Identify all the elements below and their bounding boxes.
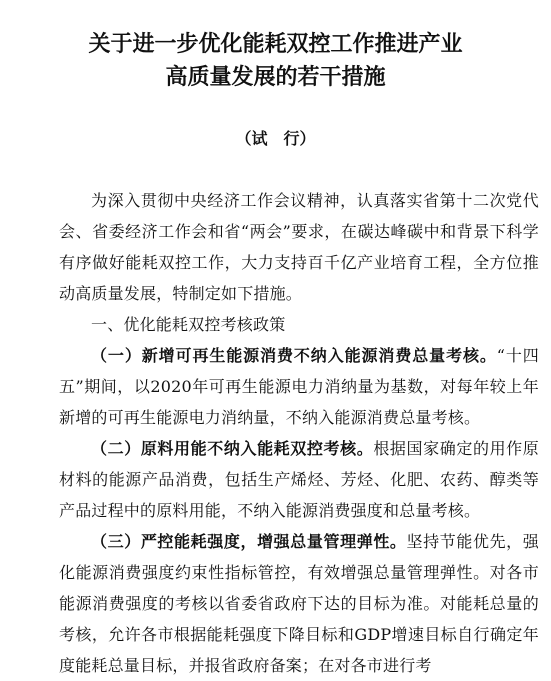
document-body (59, 185, 539, 681)
measure-paragraph-2 (59, 433, 539, 526)
measure-paragraph-1 (59, 340, 539, 433)
measure-paragraph-3 (59, 526, 539, 681)
intro-paragraph: 为深入贯彻中央经济工作会议精神，认真落实省第十二次党代会、省委经济工作会和省“两会”要求，在碳达峰碳中和背景下科学有序做好能耗双控工作，大力支持百千亿产业培育工程，全方位推动高质量发展，特制定如下措施。 (59, 191, 539, 303)
document-title-line-2: 高质量发展的若干措施 (165, 65, 386, 90)
measure-2-text: 根据国家确定的用作原材料的能源产品消费，包括生产烯烃、芳烃、化肥、农药、醇类等产品过程中的原料用能，不纳入能源消费强度和总量考核。 (59, 439, 539, 520)
measure-3-title: （三）严控能耗强度，增强总量管理弹性。 (91, 532, 407, 551)
measure-3-text: 坚持节能优先，强化能源消费强度约束性指标管控，有效增强总量管理弹性。对各市能源消费强度的考核以省委省政府下达的目标为准。对能耗总量的考核，允许各市根据能耗强度下降目标和GDP增速目标自行确定年度能耗总量目标，并报省政府备案；在对各市进行考 (59, 532, 539, 675)
measure-1-title: （一）新增可再生能源消费不纳入能源消费总量考核。 (91, 346, 497, 365)
measure-1-text: “十四五”期间，以2020年可再生能源电力消纳量为基数，对每年较上年新增的可再生能源电力消纳量，不纳入能源消费总量考核。 (59, 346, 539, 427)
document-title-line-1: 关于进一步优化能耗双控工作推进产业 (88, 32, 463, 57)
measure-2-title: （二）原料用能不纳入能耗双控考核。 (91, 439, 374, 458)
document-status-label: （试 行） (235, 129, 316, 148)
section-heading: 一、优化能耗双控考核政策 (91, 315, 286, 334)
